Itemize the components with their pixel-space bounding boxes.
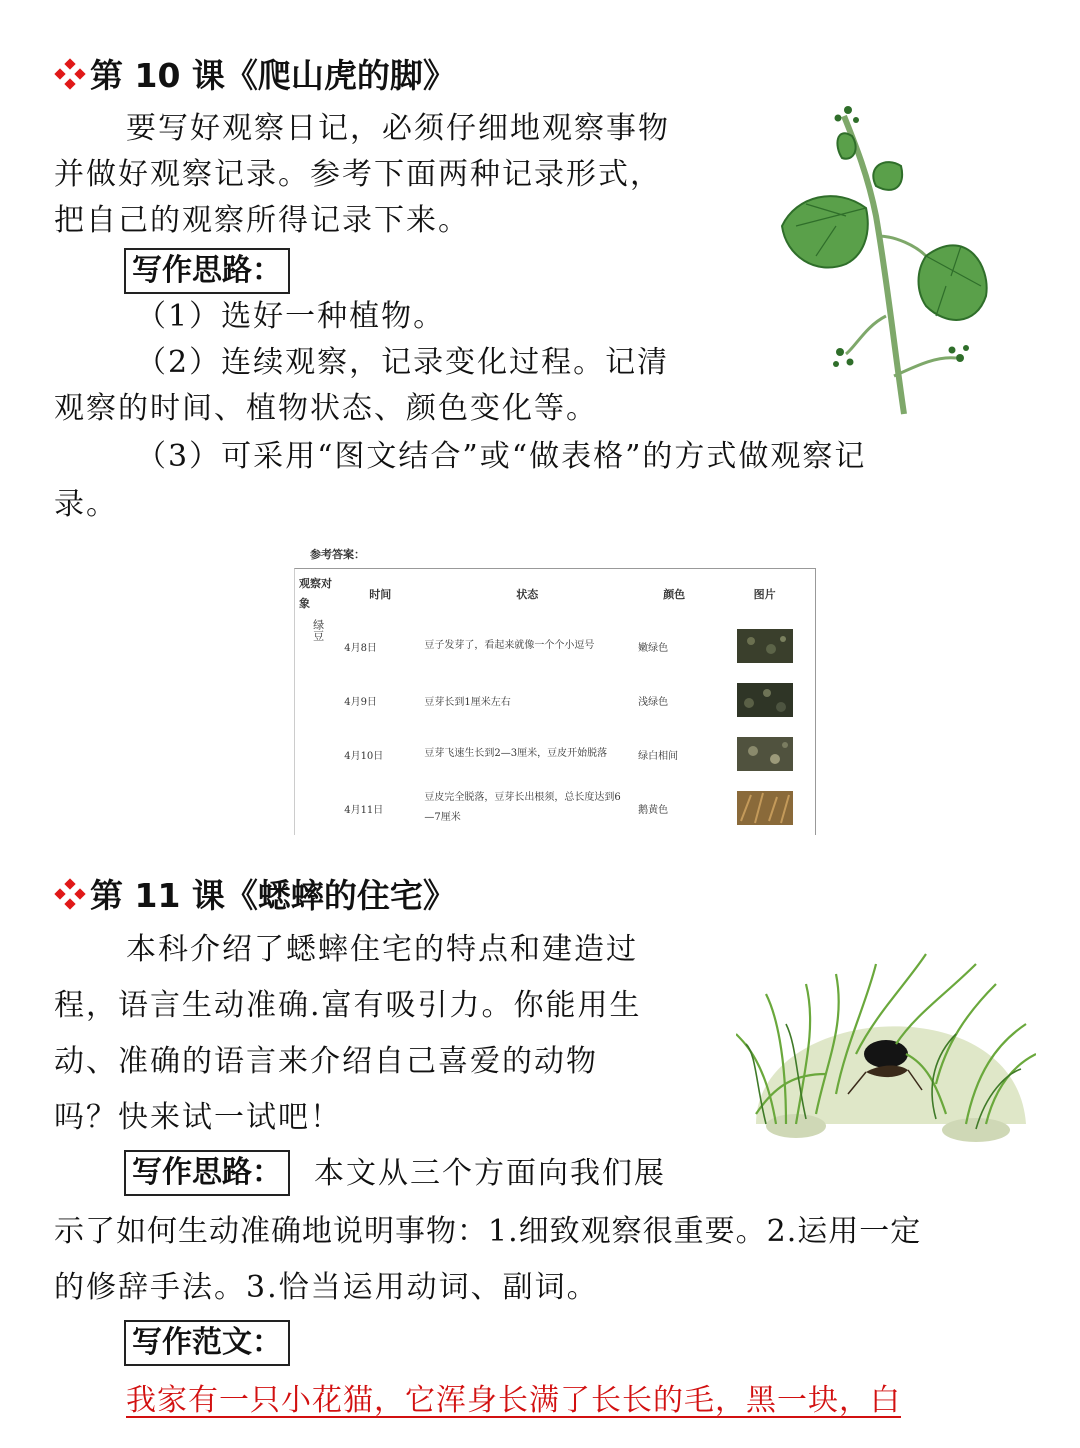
intro-line: 程，语言生动准确.富有吸引力。你能用生: [54, 988, 642, 1023]
lesson-10-title: [54, 50, 456, 97]
table-row: [295, 727, 815, 781]
idea-line: 的修辞手法。3.恰当运用动词、副词。: [54, 1270, 599, 1305]
intro-line: 并做好观察记录。参考下面两种记录形式，: [54, 157, 662, 192]
state-cell: 豆子发芽了，看起来就像一个个小逗号: [424, 640, 595, 651]
sample-essay-text: 我家有一只小花猫，它浑身长满了长长的毛，黑一块，白: [126, 1383, 901, 1418]
step-line: （3）可采用“图文结合”或“做表格”的方式做观察记: [136, 439, 867, 474]
sprout-photo-4: [737, 791, 793, 825]
lesson-10-title-text: 第 10 课《爬山虎的脚》: [90, 56, 456, 95]
reference-table: [295, 569, 815, 835]
color-cell: 嫩绿色: [638, 642, 669, 654]
cricket-burrow-illustration: [736, 944, 1036, 1150]
step-line: 观察的时间、植物状态、颜色变化等。: [54, 391, 598, 426]
table-row: [295, 781, 815, 835]
color-cell: 绿白相间: [638, 750, 679, 762]
intro-line: 要写好观察日记，必须仔细地观察事物: [126, 111, 670, 146]
writing-idea-label: 写作思路：: [124, 1150, 290, 1196]
step-line: （1）选好一种植物。: [136, 299, 446, 334]
subject-cell: 绿豆: [311, 619, 325, 641]
state-cell: 豆芽飞速生长到2—3厘米，豆皮开始脱落: [424, 748, 608, 759]
diamond-bullet-icon: [54, 878, 86, 910]
idea-line: 本文从三个方面向我们展: [314, 1156, 666, 1191]
lesson-11-title-text: 第 11 课《蟋蟀的住宅》: [90, 876, 456, 915]
table-row: [295, 619, 815, 673]
header-time: 时间: [369, 588, 392, 601]
header-subject: 观察对象: [299, 577, 332, 610]
sprout-photo-2: [737, 683, 793, 717]
reference-table-frame: [294, 568, 816, 835]
intro-line: 吗？快来试一试吧！: [54, 1100, 342, 1135]
header-state: 状态: [516, 588, 539, 601]
step-line: 录。: [54, 487, 118, 522]
intro-line: 把自己的观察所得记录下来。: [54, 203, 470, 238]
table-row: [295, 673, 815, 727]
idea-line: 示了如何生动准确地说明事物：1.细致观察很重要。2.运用一定: [54, 1214, 922, 1249]
date-cell: 4月11日: [344, 804, 384, 816]
color-cell: 鹅黄色: [638, 804, 669, 816]
ivy-plant-illustration: [776, 96, 996, 416]
lesson-11-title: [54, 870, 456, 917]
intro-line: 动、准确的语言来介绍自己喜爱的动物: [54, 1044, 598, 1079]
date-cell: 4月9日: [344, 696, 377, 708]
step-line: （2）连续观察，记录变化过程。记清: [136, 345, 670, 380]
header-picture: 图片: [753, 588, 776, 601]
state-cell: 豆芽长到1厘米左右: [424, 696, 511, 708]
sprout-photo-3: [737, 737, 793, 771]
intro-line: 本科介绍了蟋蟀住宅的特点和建造过: [126, 932, 638, 967]
diamond-bullet-icon: [54, 58, 86, 90]
reference-caption: 参考答案：: [310, 548, 365, 561]
state-cell: 豆皮完全脱落，豆芽长出根须，总长度达到6—7厘米: [424, 792, 621, 823]
color-cell: 浅绿色: [638, 696, 669, 708]
date-cell: 4月8日: [344, 642, 377, 654]
sprout-photo-1: [737, 629, 793, 663]
sample-essay-label: 写作范文：: [124, 1320, 290, 1366]
writing-idea-label: 写作思路：: [124, 248, 290, 294]
header-color: 颜色: [663, 588, 686, 601]
date-cell: 4月10日: [344, 750, 384, 762]
